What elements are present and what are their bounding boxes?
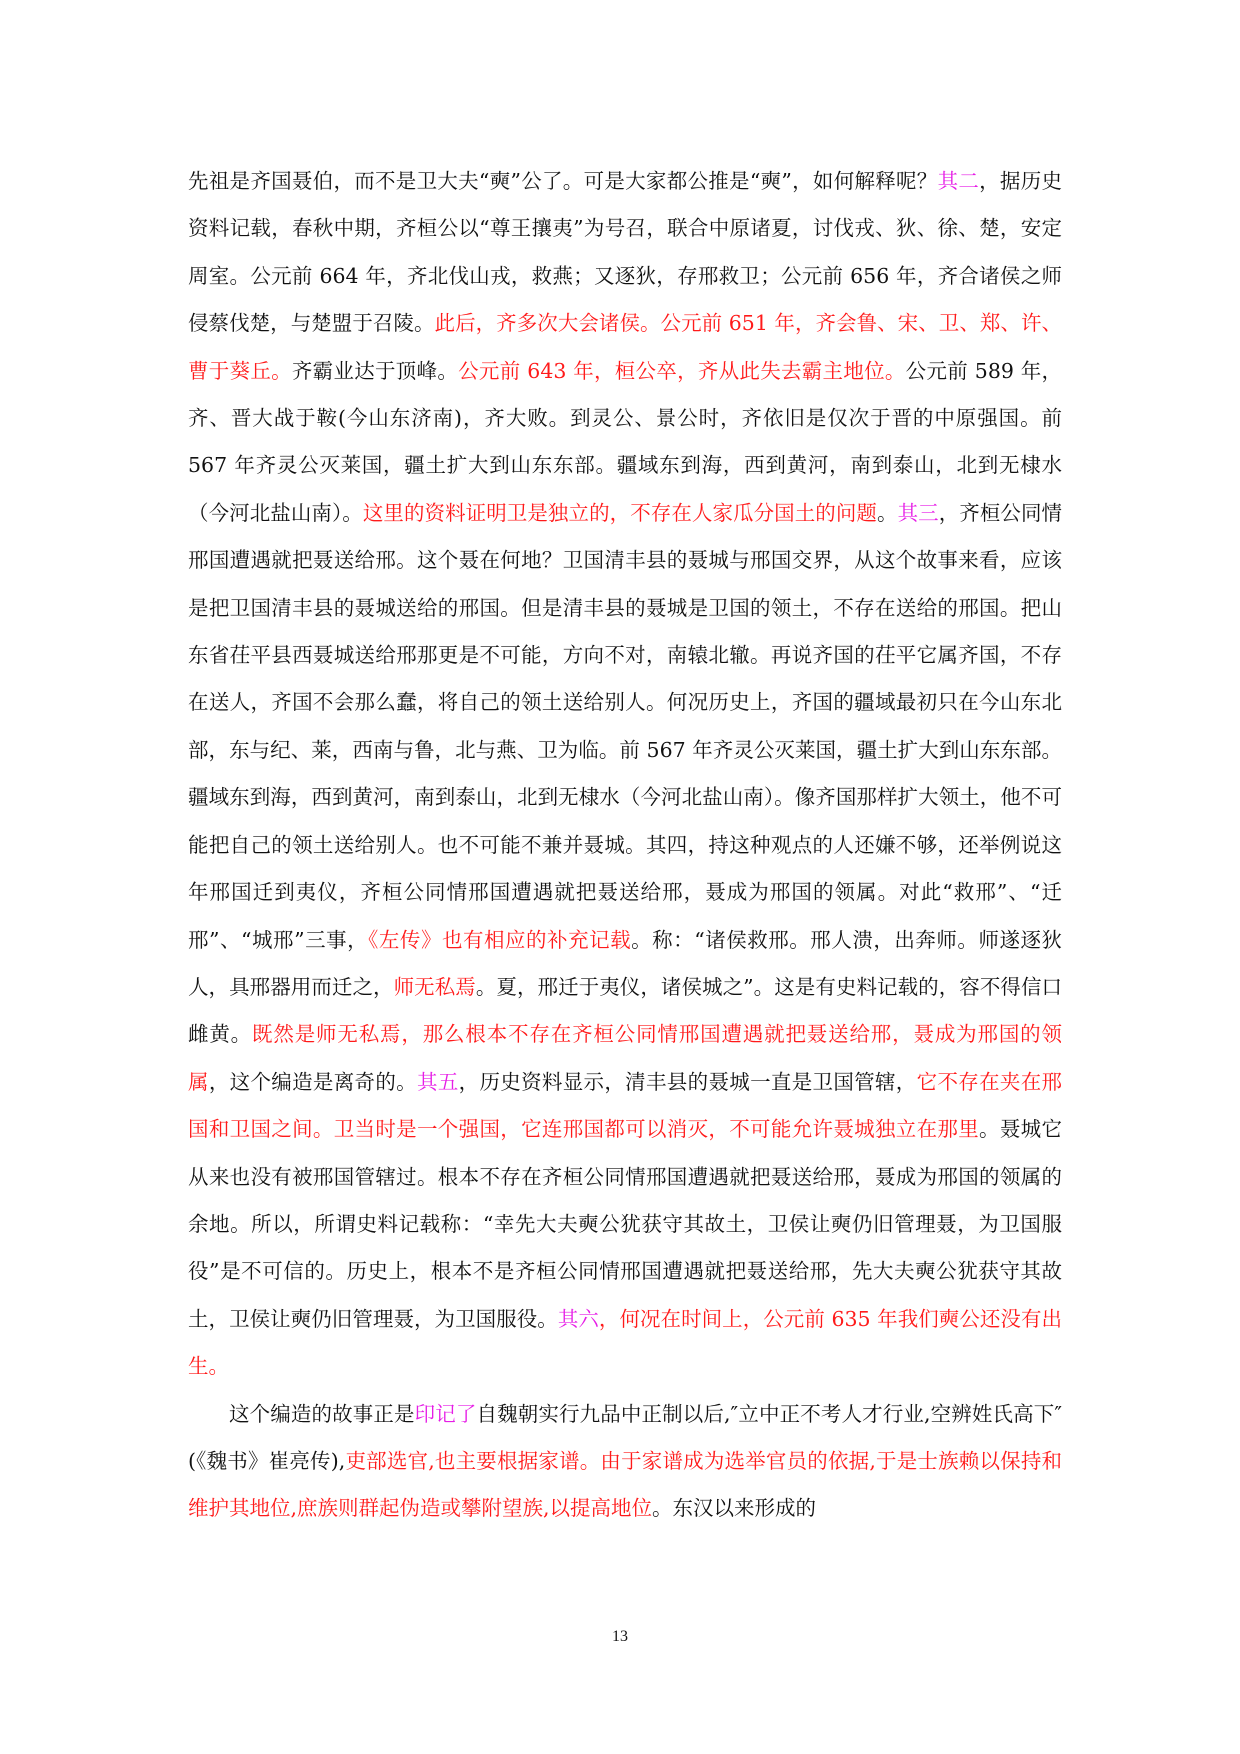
highlighted-text-magenta: 其三	[897, 500, 939, 525]
highlighted-text-red: 此后，齐多次大会诸侯。公元前 651 年，齐会鲁、宋、卫、郑、许、曹于葵丘。	[188, 311, 1062, 383]
text-segment: ，历史资料显示，清丰县的聂城一直是卫国管辖，	[458, 1069, 917, 1094]
text-segment: ，这个编造是离奇的。	[208, 1069, 417, 1094]
highlighted-text-red: 它不存在夹在邢国和卫国之间。卫当时是一个强国，它连邢国都可以消灭，不可能允许聂城独立在那里	[188, 1069, 1063, 1142]
paragraph	[188, 1391, 1062, 1533]
highlighted-text-red: 吏部选官,也主要根据家谱。由于家谱成为选举官员的依据,于是士族赖以保持和维护其地位,庶族则群起伪造或攀附望族,以提高地位	[188, 1448, 1063, 1521]
highlighted-text-red: 这里的资料证明卫是独立的，不存在人家瓜分国土的问题	[362, 500, 877, 525]
text-segment: ，据历史资料记载，春秋中期，齐桓公以“尊王攘夷”为号召，联合中原诸夏，讨伐戎、狄、徐、楚，安定周室。公元前 664 年，齐北伐山戎，救燕；又逐狄，存邢救卫；公元前 656 年，齐合诸侯之师侵蔡伐楚，与楚盟于召陵。	[188, 169, 1062, 336]
highlighted-text-red: ，何况在时间上，公元前 635 年我们奭公还没有出生。	[188, 1306, 1063, 1379]
highlighted-text-red: 既然是师无私焉，那么根本不存在齐桓公同情邢国遭遇就把聂送给邢，聂成为邢国的领属	[188, 1022, 1063, 1094]
text-segment: ，齐桓公同情邢国遭遇就把聂送给邢。这个聂在何地？卫国清丰县的聂城与邢国交界，从这个故事来看，应该是把卫国清丰县的聂城送给的邢国。但是清丰县的聂城是卫国的领土，不存在送给的邢国。把山东省茌平县西聂城送给邢那更是不可能，方向不对，南辕北辙。再说齐国的茌平它属齐国，不存在送人，齐国不会那么蠢，将自己的领土送给别人。何况历史上，齐国的疆域最初只在今山东北部，东与纪、莱，西南与鲁，北与燕、卫为临。前 567 年齐灵公灭莱国，疆土扩大到山东东部。疆域东到海，西到黄河，南到泰山，北到无棣水（今河北盐山南）。像齐国那样扩大领土，他不可能把自己的领土送给别人。也不可能不兼并聂城。其四，持这种观点的人还嫌不够，还举例说这年邢国迁到夷仪，齐桓公同情邢国遭遇就把聂送给邢，聂成为邢国的领属。对此“救邢”、“迁邢”、“城邢”三事，	[188, 500, 1063, 952]
text-segment: 齐霸业达于顶峰。	[291, 358, 459, 383]
page-number: 13	[612, 1628, 628, 1645]
text-segment: 。夏，邢迁于夷仪，诸侯城之”。这是有史料记载的，容不得信口雌黄。	[188, 974, 1063, 1047]
text-segment: 。	[876, 500, 898, 525]
text-segment: 先祖是齐国聂伯，而不是卫大夫“奭”公了。可是大家都公推是“奭”，如何解释呢？	[188, 169, 938, 193]
highlighted-text-red: 《左传》也有相应的补充记载	[368, 927, 632, 952]
body-text	[188, 158, 1062, 1533]
highlighted-text-magenta: 其六	[557, 1306, 599, 1331]
text-segment: 公元前 589 年，齐、晋大战于鞍(今山东济南)，齐大败。到灵公、景公时，齐依旧是仅次于晋的中原强国。前 567 年齐灵公灭莱国，疆土扩大到山东东部。疆域东到海，西到黄河，南到泰山，北到无棣水（今河北盐山南）。	[188, 358, 1063, 525]
highlighted-text-magenta: 其五	[417, 1069, 459, 1094]
highlighted-text-red: 公元前 643 年，桓公卒，齐从此失去霸主地位。	[458, 358, 906, 383]
highlighted-text-red: 师无私焉	[393, 974, 476, 999]
text-segment: 自魏朝实行九品中正制以后,″立中正不考人才行业,空辨姓氏高下″(《魏书》崔亮传),	[188, 1401, 1063, 1473]
text-segment: 。聂城它从来也没有被邢国管辖过。根本不存在齐桓公同情邢国遭遇就把聂送给邢，聂成为邢国的领属的余地。所以，所谓史料记载称：“幸先大夫奭公犹获守其故土，卫侯让奭仍旧管理聂，为卫国服役”是不可信的。历史上，根本不是齐桓公同情邢国遭遇就把聂送给邢，先大夫奭公犹获守其故土，卫侯让奭仍旧管理聂，为卫国服役。	[188, 1117, 1062, 1331]
text-segment: 。东汉以来形成的	[652, 1496, 817, 1521]
text-segment: 。称：“诸侯救邢。邢人溃，出奔师。师遂逐狄人，具邢器用而迁之，	[188, 927, 1062, 999]
paragraph	[188, 158, 1062, 1391]
highlighted-text-magenta: 印记了	[414, 1401, 477, 1426]
text-segment: 这个编造的故事正是	[229, 1401, 415, 1426]
highlighted-text-magenta: 其二	[937, 169, 980, 193]
